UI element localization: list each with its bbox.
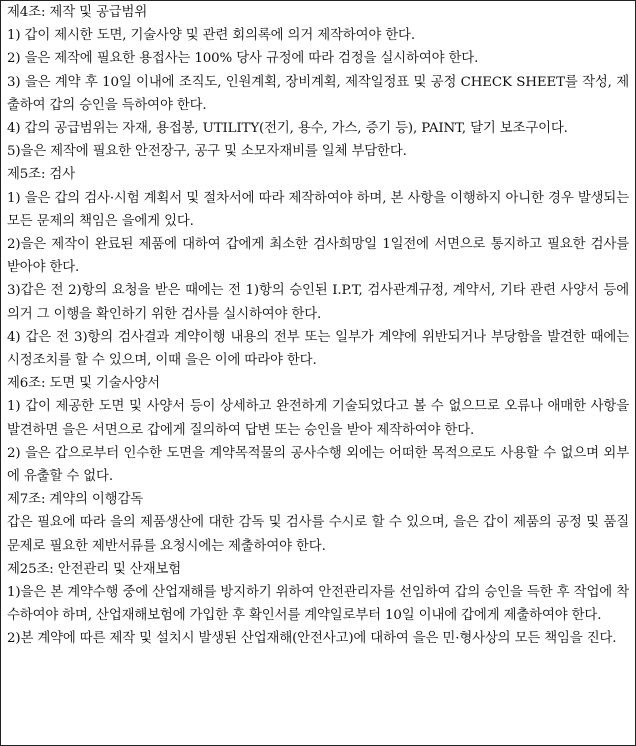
article-paragraph: 4) 갑의 공급범위는 자재, 용접봉, UTILITY(전기, 용수, 가스, 증기 등), PAINT, 달기 보조구이다. xyxy=(7,121,568,137)
article-heading: 제5조: 검사 xyxy=(7,167,75,183)
article-6 xyxy=(7,372,629,488)
article-4 xyxy=(7,1,629,163)
article-heading: 제7조: 계약의 이행감독 xyxy=(7,492,144,508)
article-paragraph: 1) 갑이 제시한 도면, 기술사양 및 관련 회의록에 의거 제작하여야 한다. xyxy=(7,28,415,44)
document-body xyxy=(1,1,635,651)
article-paragraph: 갑은 필요에 따라 을의 제품생산에 대한 감독 및 검사를 수시로 할 수 있으며, 을은 갑이 제품의 공정 및 품질문제로 필요한 제반서류를 요청시에는 제출하여야 한다. xyxy=(7,515,629,554)
article-paragraph: 3)갑은 전 2)항의 요청을 받은 때에는 전 1)항의 승인된 I.P.T, 검사관계규정, 계약서, 기타 관련 사양서 등에 의거 그 이행을 확인하기 위한 검사를 실시하여야 한다. xyxy=(7,283,629,322)
article-heading: 제4조: 제작 및 공급범위 xyxy=(7,5,148,20)
article-paragraph: 2) 을은 제작에 필요한 용접사는 100% 당사 규정에 따라 검정을 실시하여야 한다. xyxy=(7,51,479,67)
article-paragraph: 1) 갑이 제공한 도면 및 사양서 등이 상세하고 완전하게 기술되었다고 볼 수 없으므로 오류나 애매한 사항을 발견하면 을은 서면으로 갑에게 질의하여 답변 또는 승인을 받아 제작하여야 한다. xyxy=(7,399,629,438)
article-paragraph: 4) 갑은 전 3)항의 검사결과 계약이행 내용의 전부 또는 일부가 계약에 위반되거나 부당함을 발견한 때에는 시정조치를 할 수 있으며, 이때 을은 이에 따라야 한다. xyxy=(7,329,629,369)
article-paragraph: 3) 을은 계약 후 10일 이내에 조직도, 인원계획, 장비계획, 제작일정표 및 공정 CHECK SHEET를 작성, 제출하여 갑의 승인을 득하여야 한다. xyxy=(7,74,629,113)
article-paragraph: 2) 을은 갑으로부터 인수한 도면을 계약목적물의 공사수행 외에는 어떠한 목적으로도 사용할 수 없으며 외부에 유출할 수 없다. xyxy=(7,445,629,485)
article-paragraph: 1)을은 본 계약수행 중에 산업재해를 방지하기 위하여 안전관리자를 선임하여 갑의 승인을 득한 후 작업에 착수하여야 하며, 산업재해보험에 가입한 후 확인서를 계약일로부터 10일 이내에 갑에게 제출하여야 한다. xyxy=(7,585,629,624)
article-heading: 제25조: 안전관리 및 산재보험 xyxy=(7,561,182,577)
article-5 xyxy=(7,163,629,372)
article-25 xyxy=(7,558,629,651)
article-7 xyxy=(7,488,629,558)
article-paragraph: 1) 을은 갑의 검사·시험 계획서 및 절차서에 따라 제작하여야 하며, 본 사항을 이행하지 아니한 경우 발생되는 모든 문제의 책임은 을에게 있다. xyxy=(7,190,629,229)
article-paragraph: 5)을은 제작에 필요한 안전장구, 공구 및 소모자재비를 일체 부담한다. xyxy=(7,144,407,160)
article-heading: 제6조: 도면 및 기술사양서 xyxy=(7,376,160,392)
article-paragraph: 2)을은 제작이 완료된 제품에 대하여 갑에게 최소한 검사희망일 1일전에 서면으로 통지하고 필요한 검사를 받아야 한다. xyxy=(7,237,629,276)
article-paragraph: 2)본 계약에 따른 제작 및 설치시 발생된 산업재해(안전사고)에 대하여 을은 민·형사상의 모든 책임을 진다. xyxy=(7,631,617,647)
